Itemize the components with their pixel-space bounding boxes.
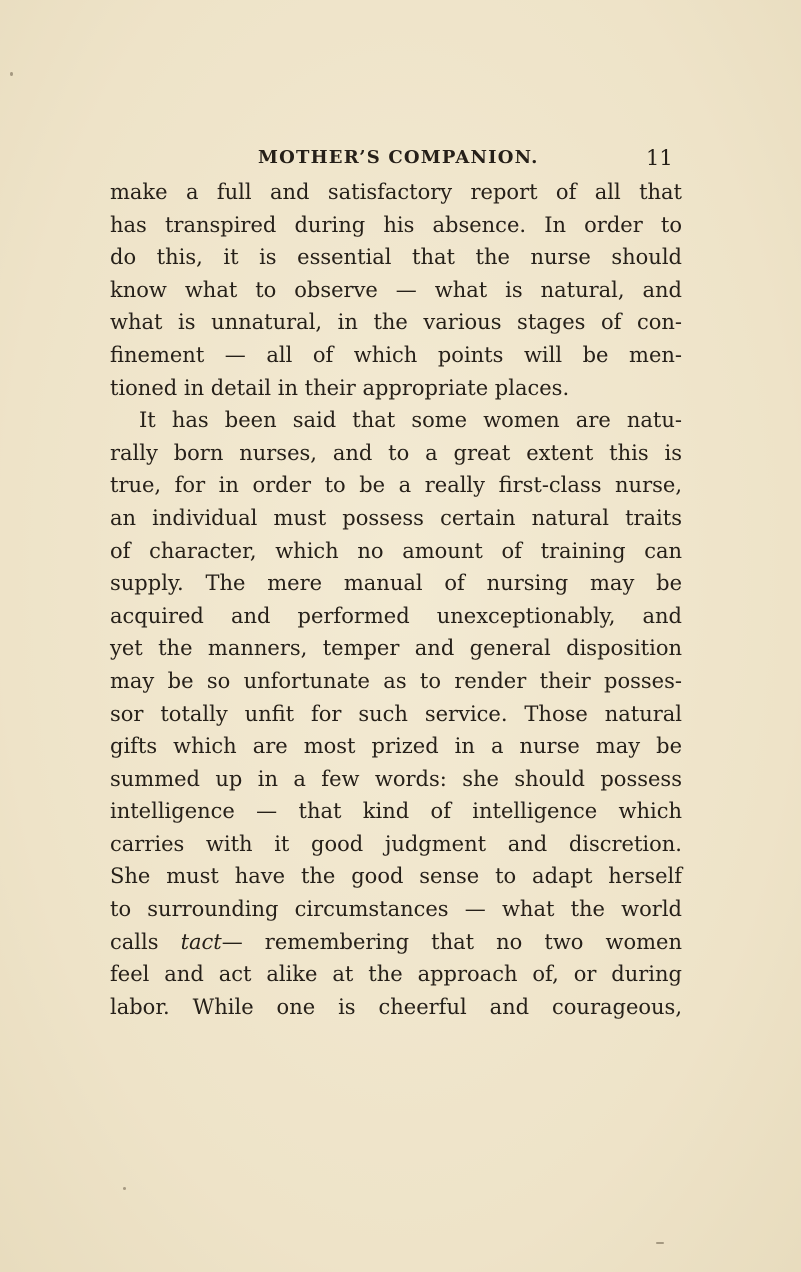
- text-line: know what to observe — what is natural, and: [110, 277, 682, 302]
- text-line: She must have the good sense to adapt herself: [110, 864, 682, 889]
- paper-speck: [656, 1242, 664, 1244]
- italic-word: tact: [180, 929, 222, 954]
- text-line: tioned in detail in their appropriate places.: [110, 375, 570, 400]
- text-line: feel and act alike at the approach of, or during: [110, 962, 682, 987]
- text-line: do this, it is essential that the nurse should: [110, 245, 682, 270]
- text-line: supply. The mere manual of nursing may be: [110, 571, 682, 596]
- text-line-end: — remembering that no two women: [221, 929, 682, 954]
- text-line: to surrounding circumstances — what the world: [110, 897, 682, 922]
- paper-speck: [10, 72, 13, 76]
- text-line: labor. While one is cheerful and courageous,: [110, 994, 682, 1019]
- text-line-start: calls: [110, 929, 181, 954]
- text-line: has transpired during his absence. In order to: [110, 212, 682, 237]
- text-line: may be so unfortunate as to render their posses-: [110, 668, 682, 693]
- text-line: an individual must possess certain natural traits: [110, 505, 682, 530]
- text-line: yet the manners, temper and general disposition: [110, 636, 682, 661]
- text-line: summed up in a few words: she should possess: [110, 766, 682, 791]
- text-line: true, for in order to be a really first-class nurse,: [110, 473, 682, 498]
- page-number: 11: [646, 146, 673, 170]
- text-line: of character, which no amount of training can: [110, 538, 682, 563]
- text-line: carries with it good judgment and discretion.: [110, 831, 682, 856]
- text-line: acquired and performed unexceptionably, and: [110, 603, 682, 628]
- text-line: sor totally unfit for such service. Those natural: [110, 701, 682, 726]
- text-line: It has been said that some women are natu-: [139, 408, 682, 433]
- text-line: [110, 926, 682, 959]
- paper-speck: [123, 1187, 126, 1190]
- running-head: [0, 140, 801, 176]
- text-line: intelligence — that kind of intelligence which: [110, 799, 682, 824]
- text-line: gifts which are most prized in a nurse may be: [110, 734, 682, 759]
- text-line: finement — all of which points will be men-: [110, 342, 682, 367]
- running-title: MOTHER’S COMPANION.: [258, 147, 539, 168]
- text-line: rally born nurses, and to a great extent this is: [110, 440, 682, 465]
- text-line: make a full and satisfactory report of all that: [110, 180, 682, 204]
- text-line: what is unnatural, in the various stages of con-: [110, 310, 682, 335]
- body-text: [110, 176, 682, 1023]
